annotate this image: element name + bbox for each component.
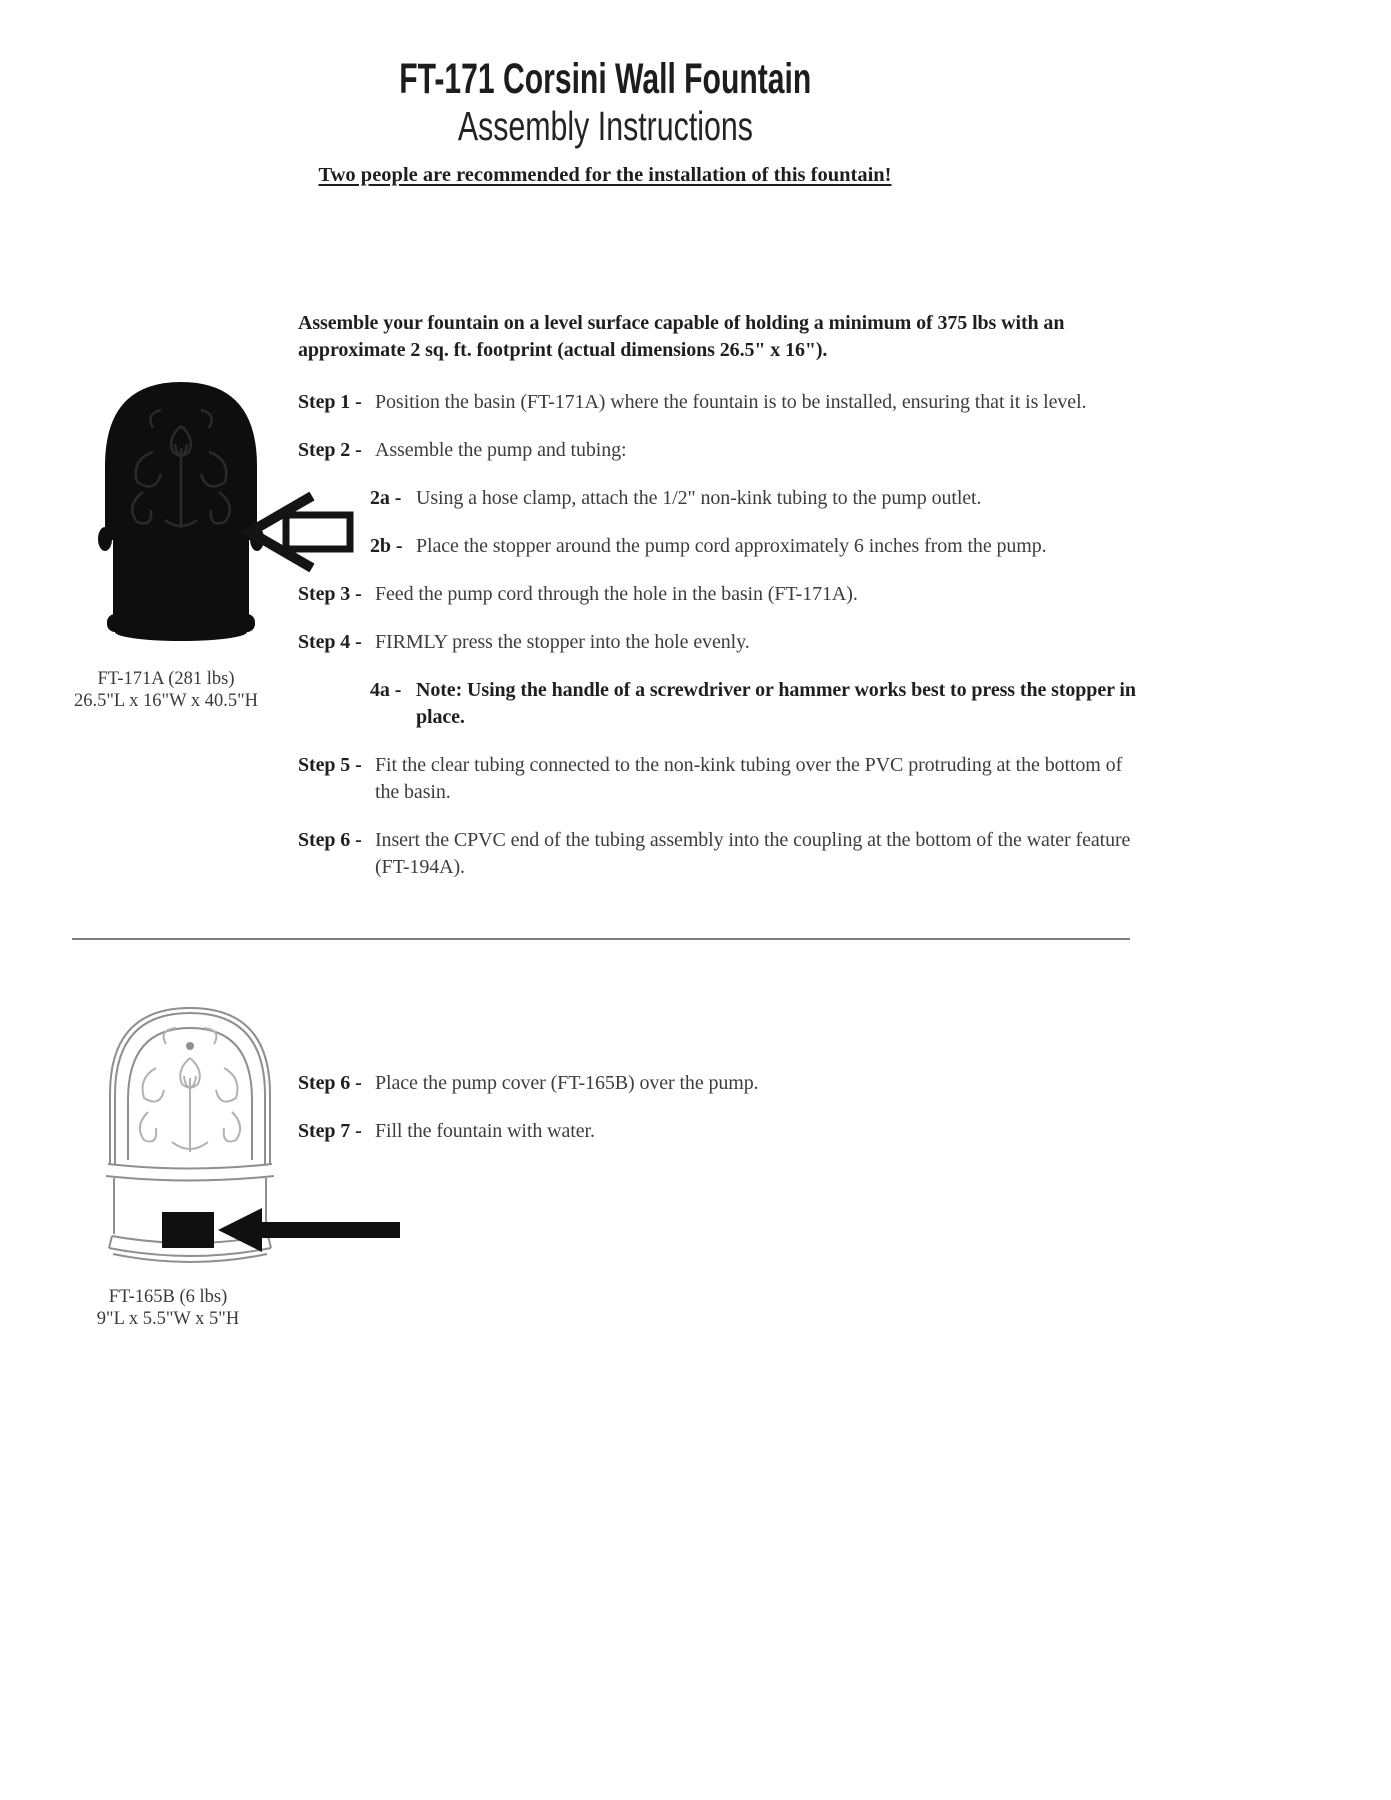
step-1-row	[298, 389, 1143, 416]
step-3-row	[298, 581, 1143, 608]
section1-instructions	[298, 310, 1143, 902]
document-header	[72, 0, 1138, 187]
step-2b-label: 2b -	[370, 535, 403, 557]
step-4-label: Step 4 -	[298, 631, 362, 653]
step-5-label: Step 5 -	[298, 754, 362, 776]
step-2-row	[298, 437, 1143, 464]
step-3-text: Feed the pump cord through the hole in the basin (FT-171A).	[375, 583, 858, 605]
section-divider	[72, 938, 1130, 940]
step-2a-row	[370, 485, 1143, 512]
pump-cover-part-number: FT-165B (6 lbs)	[108, 1287, 228, 1307]
step-4a-text: Note: Using the handle of a screwdriver or hammer works best to press the stopper in place.	[416, 679, 1136, 728]
step-6b-row	[298, 1070, 1143, 1097]
step-5-text: Fit the clear tubing connected to the non-kink tubing over the PVC protruding at the bottom of the basin.	[375, 754, 1123, 803]
step-4-row	[298, 629, 1143, 656]
basin-left-ring-bump	[98, 527, 112, 551]
section2-instructions	[298, 1070, 1143, 1166]
step-2b-row	[370, 533, 1143, 560]
basin-part-number: FT-171A (281 lbs)	[97, 669, 235, 689]
step-2-text: Assemble the pump and tubing:	[375, 439, 627, 461]
pump-cover-opening	[162, 1212, 214, 1248]
step-6b-label: Step 6 -	[298, 1072, 362, 1094]
step-4a-label: 4a -	[370, 679, 402, 701]
step-2b-text: Place the stopper around the pump cord approximately 6 inches from the pump.	[416, 535, 1047, 557]
step-2a-label: 2a -	[370, 487, 402, 509]
basin-base-ellipse	[115, 623, 247, 641]
pump-cover-figure-caption	[58, 1286, 278, 1330]
step-6b-text: Place the pump cover (FT-165B) over the pump.	[375, 1072, 759, 1094]
solid-left-arrow-icon	[218, 1208, 400, 1252]
pump-cover-medallion	[186, 1042, 194, 1050]
page-subtitle-text: Assembly Instructions	[457, 103, 753, 149]
step-7-row	[298, 1118, 1143, 1145]
step-1-label: Step 1 -	[298, 391, 362, 413]
step-6-label: Step 6 -	[298, 829, 362, 851]
page-title-text: FT-171 Corsini Wall Fountain	[399, 55, 811, 103]
step-7-label: Step 7 -	[298, 1120, 362, 1142]
basin-drum-shape	[113, 536, 249, 618]
basin-dimensions: 26.5"L x 16"W x 40.5"H	[73, 691, 258, 711]
step-4a-note-row	[370, 677, 1143, 731]
step-6-text: Insert the CPVC end of the tubing assembly into the coupling at the bottom of the water feature (FT-194A).	[375, 829, 1131, 878]
intro-paragraph: Assemble your fountain on a level surface capable of holding a minimum of 375 lbs with an approximate 2 sq. ft. footprint (actual dimensions 26.5" x 16").	[298, 312, 1065, 361]
step-2a-text: Using a hose clamp, attach the 1/2" non-kink tubing to the pump outlet.	[416, 487, 982, 509]
page-title	[72, 56, 1138, 102]
basin-figure-caption	[56, 668, 276, 712]
step-5-row	[298, 752, 1143, 806]
pump-cover-dimensions: 9"L x 5.5"W x 5"H	[96, 1309, 240, 1329]
step-1-text: Position the basin (FT-171A) where the fountain is to be installed, ensuring that it is level.	[375, 391, 1087, 413]
step-3-label: Step 3 -	[298, 583, 362, 605]
step-6-row	[298, 827, 1143, 881]
step-4-text: FIRMLY press the stopper into the hole evenly.	[375, 631, 750, 653]
page-subtitle	[72, 104, 1138, 148]
two-people-warning: Two people are recommended for the installation of this fountain!	[318, 164, 892, 186]
step-2-label: Step 2 -	[298, 439, 362, 461]
step-7-text: Fill the fountain with water.	[375, 1120, 595, 1142]
